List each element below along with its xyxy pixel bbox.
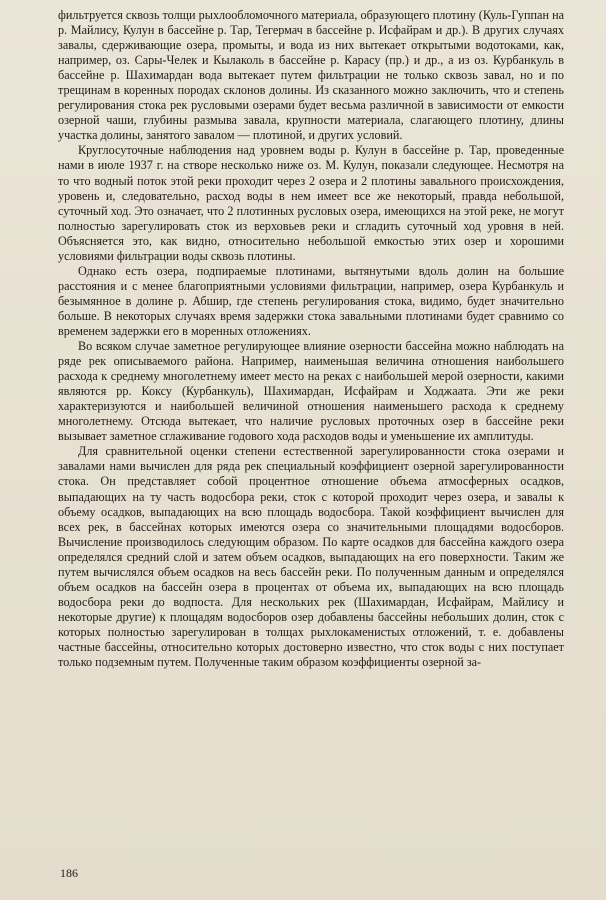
- paragraph-2: Круглосуточные наблюдения над уровнем воды р. Кулун в бассейне р. Тар, проведенные нами в июле 1937 г. на створе несколько ниже оз. М. Кулун, показали следующее. Несмотря на то что водный поток этой реки проходит через 2 озера и 2 плотины завального происхождения, уровень и, следовательно, расход воды в нем имеет все же некоторый, правда небольшой, суточный ход. Это означает, что 2 плотинных русловых озера, имеющихся на этой реке, не могут полностью зарегулировать сток из верховьев реки и сгладить суточный ход уровня в ней. Объясняется это, как видно, относительно небольшой емкостью этих озер и хорошими условиями фильтрации воды сквозь плотины.: [58, 143, 564, 263]
- page-number: 186: [60, 866, 78, 880]
- paragraph-3: Однако есть озера, подпираемые плотинами, вытянутыми вдоль долин на большие расстояния и с менее благоприятными условиями фильтрации, например, озера Курбанкуль и безымянное в долине р. Абшир, где степень регулирования стока, видимо, будет значительно больше. В некоторых случаях время задержки стока завальными плотинами будет сравнимо со временем задержки его в моренных отложениях.: [58, 263, 564, 338]
- paragraph-4: Во всяком случае заметное регулирующее влияние озерности бассейна можно наблюдать на ряде рек описываемого района. Например, наименьшая величина отношения наибольшего расхода к среднему многолетнему имеет место на реках с наибольшей мерой озерности, какими являются рр. Коксу (Курбанкуль), Шахимардан, Исфайрам и Ходжаата. Эти же реки характеризуются и наибольшей величиной отношения наименьшего расхода к среднему многолетнему. Отсюда вытекает, что наличие русловых проточных озер в бассейне реки вызывает заметное сглаживание годового хода расходов воды и уменьшение их амплитуды.: [58, 339, 564, 444]
- paragraph-5: Для сравнительной оценки степени естественной зарегулированности стока озерами и завалами нами вычислен для ряда рек специальный коэффициент озерной зарегулированности стока. Он представляет собой процентное отношение объема атмосферных осадков, выпадающих на ту часть водосбора реки, сток с которой проходит через озера, и завалы к объему осадков, выпадающих на всю площадь водосбора. Такой коэффициент вычислен для всех рек, в бассейнах которых имеются озера со значительными площадями водосборов. Вычисление производилось следующим образом. По карте осадков для бассейна каждого озера определялся средний слой и затем объем осадков, выпадающих на его поверхности. Таким же путем вычислялся объем осадков на весь бассейн реки. По полученным данным и определялся объем осадков на бассейн озера в процентах от объема их, выпадающих на всю площадь водосбора реки до водпоста. Для нескольких рек (Шахимардан, Исфайрам, Майлису и некоторые другие) к площадям водосборов озер добавлены бассейны небольших долин, сток с которых полностью зарегулирован в толщах рыхлокаменистых отложений, т. е. добавлены частные бассейны, относительно которых достоверно известно, что сток воды с них поступает только подземным путем. Полученные таким образом коэффициенты озерной за-: [58, 444, 564, 670]
- paragraph-1: фильтруется сквозь толщи рыхлообломочного материала, образующего плотину (Куль-Гуппан на р. Майлису, Кулун в бассейне р. Тар, Тегермач в бассейне р. Исфайрам и др.). В других случаях завалы, сдерживающие озера, промыты, и вода из них вытекает открытыми водотоками, как, например, оз. Сары-Челек и Кылаколь в бассейне р. Карасу (пр.) и др., а из оз. Курбанкуль в бассейне р. Шахимардан вода вытекает путем фильтрации не только сквозь завал, но и по трещинам в коренных породах склонов долины. Из сказанного можно заключить, что и степень регулирования стока рек русловыми озерами будет весьма различной в зависимости от емкости озерной чаши, глубины размыва завала, крупности материала, слагающего плотину, длины участка долины, занятого завалом — плотиной, и других условий.: [58, 8, 564, 143]
- text-body: [58, 8, 564, 670]
